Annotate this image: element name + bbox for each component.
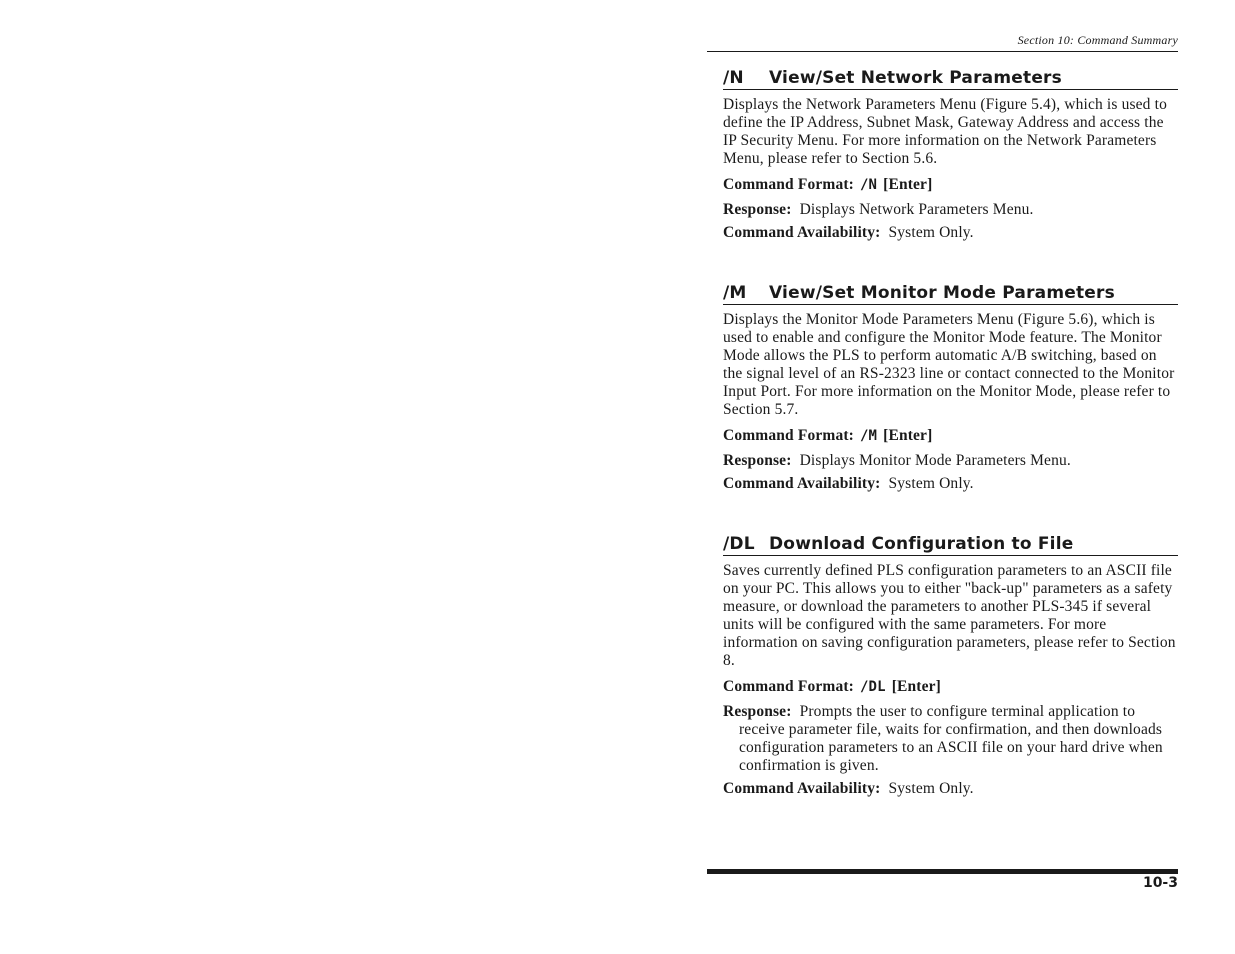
section-title: Download Configuration to File — [769, 534, 1074, 554]
command-format: Command Format: /M [Enter] — [723, 427, 933, 444]
command-response: Response: Displays Monitor Mode Parameters Menu. — [723, 452, 1071, 469]
page-number: 10-3 — [1142, 875, 1178, 891]
command-code: /M — [859, 428, 878, 444]
section-description: Displays the Monitor Mode Parameters Menu (Figure 5.6), which is used to enable and configure the Monitor Mode feature. The Monitor Mode allows the PLS to perform automatic A/B switching, based on the signal level of an RS-2323 line or contact connected to the Monitor Input Port. For more information on the Monitor Mode, please refer to Section 5.7. — [723, 311, 1175, 418]
command-name: /DL — [723, 534, 755, 554]
footer-rule — [707, 869, 1178, 874]
command-code: /N — [859, 177, 878, 193]
command-availability: Command Availability: System Only. — [723, 224, 974, 241]
command-availability: Command Availability: System Only. — [723, 475, 974, 492]
section-title: View/Set Monitor Mode Parameters — [769, 283, 1115, 303]
command-response: Response: Prompts the user to configure terminal application to receive parameter file, waits for confirmation, and then downloads configuration parameters to an ASCII file on your hard drive when confirmation is given. — [723, 703, 1163, 774]
section-heading — [723, 67, 1178, 90]
section-monitor-mode-parameters — [723, 282, 1178, 493]
section-description: Displays the Network Parameters Menu (Figure 5.4), which is used to define the IP Address, Subnet Mask, Gateway Address and access the IP Security Menu. For more information on the Network Parameters Menu, please refer to Section 5.6. — [723, 96, 1167, 167]
command-format: Command Format: /N [Enter] — [723, 176, 933, 193]
section-heading — [723, 533, 1178, 556]
command-name: /M — [723, 283, 747, 303]
command-code: /DL — [859, 679, 886, 695]
section-network-parameters — [723, 67, 1178, 242]
command-response: Response: Displays Network Parameters Menu. — [723, 201, 1034, 218]
command-format: Command Format: /DL [Enter] — [723, 678, 941, 695]
section-description: Saves currently defined PLS configuration parameters to an ASCII file on your PC. This allows you to either "back-up" parameters as a safety measure, or download the parameters to another PLS-345 if several units will be configured with the same parameters. For more information on saving configuration parameters, please refer to Section 8. — [723, 562, 1176, 669]
command-name: /N — [723, 68, 744, 88]
section-title: View/Set Network Parameters — [769, 68, 1062, 88]
section-heading — [723, 282, 1178, 305]
section-download-configuration — [723, 533, 1178, 798]
content-column — [723, 67, 1178, 803]
command-availability: Command Availability: System Only. — [723, 780, 974, 797]
running-header: Section 10: Command Summary — [707, 33, 1178, 52]
